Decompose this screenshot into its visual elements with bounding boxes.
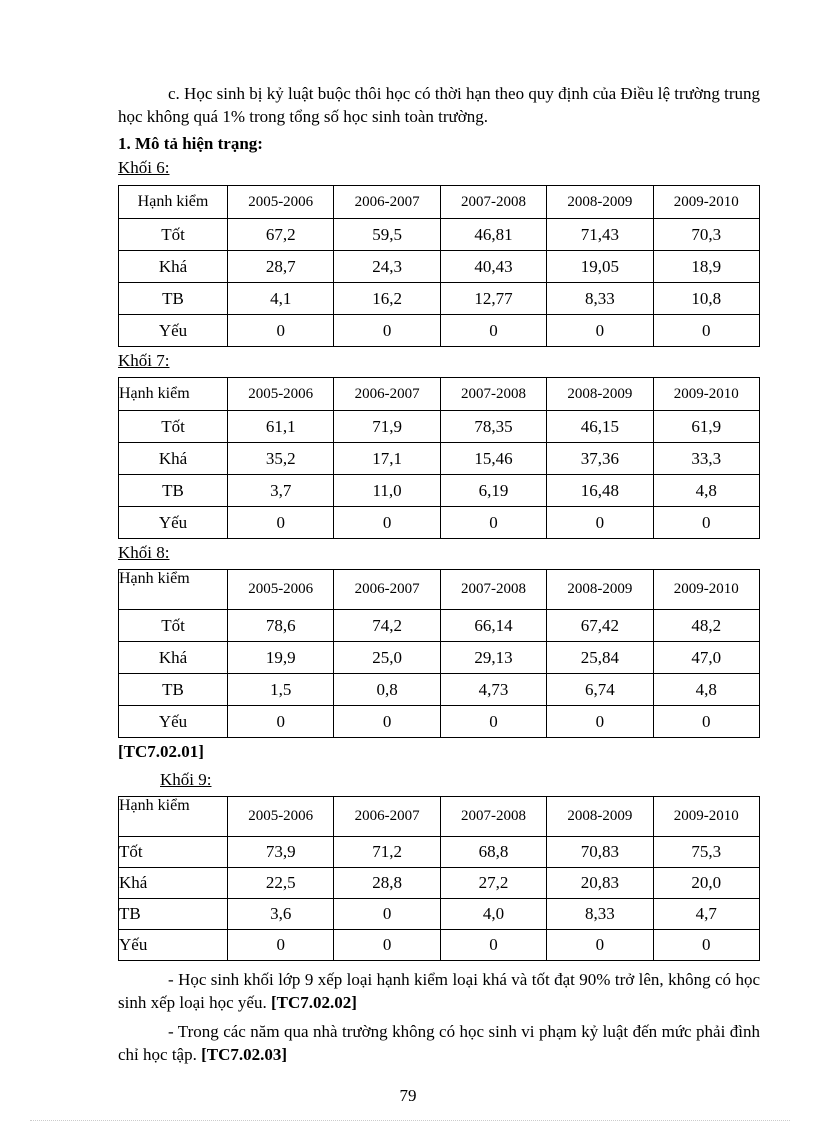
reference-tc7-02-03: [TC7.02.03]: [201, 1045, 288, 1064]
row-label: Yếu: [119, 315, 228, 347]
table-row: [119, 283, 760, 315]
row-label: Tốt: [119, 837, 228, 868]
table-cell: 0: [228, 507, 334, 539]
table-cell: 0: [440, 706, 546, 738]
table-row: [119, 315, 760, 347]
table-label-khoi-9: Khối 9:: [160, 770, 212, 789]
table-header-row: [119, 378, 760, 411]
table-row: [119, 219, 760, 251]
header-cell: 2006-2007: [334, 378, 440, 411]
row-label: Khá: [119, 251, 228, 283]
table-cell: 25,84: [547, 642, 653, 674]
table-label-khoi-8: Khối 8:: [118, 543, 170, 562]
table-cell: 4,73: [440, 674, 546, 706]
note-text: - Trong các năm qua nhà trường không có học sinh vi phạm kỷ luật đến mức phải đình chỉ học tập.: [118, 1022, 760, 1064]
table-cell: 0: [547, 706, 653, 738]
header-cell: 2009-2010: [653, 186, 759, 219]
table-row: [119, 868, 760, 899]
table-cell: 0: [653, 706, 759, 738]
row-label: Yếu: [119, 930, 228, 961]
table-cell: 0: [547, 315, 653, 347]
table-cell: 20,0: [653, 868, 759, 899]
reference-tc7-02-02: [TC7.02.02]: [270, 993, 357, 1012]
row-label: TB: [119, 674, 228, 706]
table-cell: 0: [228, 706, 334, 738]
table-cell: 70,3: [653, 219, 759, 251]
table-cell: 0: [334, 507, 440, 539]
table-cell: 0: [440, 315, 546, 347]
row-label: Yếu: [119, 507, 228, 539]
header-cell: 2007-2008: [440, 570, 546, 610]
table-cell: 3,7: [228, 475, 334, 507]
row-label: Khá: [119, 868, 228, 899]
table-cell: 0: [334, 930, 440, 961]
conduct-table-khoi-8: [118, 569, 760, 738]
table-cell: 8,33: [547, 283, 653, 315]
header-cell: 2007-2008: [440, 186, 546, 219]
table-cell: 8,33: [547, 899, 653, 930]
table-cell: 11,0: [334, 475, 440, 507]
table-cell: 40,43: [440, 251, 546, 283]
table-row: [119, 507, 760, 539]
table-cell: 35,2: [228, 443, 334, 475]
table-cell: 0: [334, 899, 440, 930]
table-cell: 67,2: [228, 219, 334, 251]
table-cell: 71,9: [334, 411, 440, 443]
conduct-table-khoi-9: [118, 796, 760, 961]
table-row: [119, 443, 760, 475]
table-cell: 29,13: [440, 642, 546, 674]
reference-tc7-02-01: [TC7.02.01]: [118, 742, 204, 761]
row-label: Tốt: [119, 411, 228, 443]
table-cell: 17,1: [334, 443, 440, 475]
row-label: Khá: [119, 642, 228, 674]
table-cell: 12,77: [440, 283, 546, 315]
table-cell: 4,8: [653, 674, 759, 706]
row-label: TB: [119, 283, 228, 315]
header-cell: 2005-2006: [228, 797, 334, 837]
table-cell: 37,36: [547, 443, 653, 475]
table-cell: 48,2: [653, 610, 759, 642]
table-row: [119, 475, 760, 507]
table-cell: 71,43: [547, 219, 653, 251]
table-cell: 0,8: [334, 674, 440, 706]
table-cell: 0: [547, 930, 653, 961]
section-heading: 1. Mô tả hiện trạng:: [118, 134, 263, 153]
table-cell: 33,3: [653, 443, 759, 475]
table-cell: 16,2: [334, 283, 440, 315]
note-paragraph-2: [118, 1020, 760, 1066]
intro-paragraph: c. Học sinh bị kỷ luật buộc thôi học có thời hạn theo quy định của Điều lệ trường trung học không quá 1% trong tổng số học sinh toàn trường.: [118, 84, 760, 126]
table-row: [119, 610, 760, 642]
table-cell: 4,1: [228, 283, 334, 315]
table-cell: 67,42: [547, 610, 653, 642]
header-cell: 2007-2008: [440, 797, 546, 837]
table-cell: 47,0: [653, 642, 759, 674]
table-header-row: [119, 570, 760, 610]
table-row: [119, 674, 760, 706]
header-cell: 2007-2008: [440, 378, 546, 411]
table-cell: 78,35: [440, 411, 546, 443]
table-row: [119, 251, 760, 283]
table-header-row: [119, 797, 760, 837]
header-cell: 2009-2010: [653, 570, 759, 610]
table-cell: 28,7: [228, 251, 334, 283]
table-row: [119, 899, 760, 930]
table-cell: 20,83: [547, 868, 653, 899]
header-cell: 2006-2007: [334, 570, 440, 610]
table-cell: 74,2: [334, 610, 440, 642]
header-cell: Hạnh kiểm: [119, 378, 228, 411]
header-cell: 2008-2009: [547, 378, 653, 411]
table-cell: 75,3: [653, 837, 759, 868]
table-row: [119, 837, 760, 868]
header-cell: 2008-2009: [547, 186, 653, 219]
table-cell: 16,48: [547, 475, 653, 507]
header-cell: Hạnh kiểm: [119, 570, 228, 610]
table-cell: 10,8: [653, 283, 759, 315]
header-cell: 2005-2006: [228, 186, 334, 219]
table-row: [119, 411, 760, 443]
table-cell: 24,3: [334, 251, 440, 283]
table-cell: 0: [440, 930, 546, 961]
table-cell: 3,6: [228, 899, 334, 930]
table-cell: 19,05: [547, 251, 653, 283]
table-cell: 19,9: [228, 642, 334, 674]
table-cell: 6,74: [547, 674, 653, 706]
footer-divider: [30, 1120, 790, 1121]
table-cell: 15,46: [440, 443, 546, 475]
table-cell: 4,0: [440, 899, 546, 930]
conduct-table-khoi-6: [118, 185, 760, 347]
table-cell: 25,0: [334, 642, 440, 674]
table-cell: 18,9: [653, 251, 759, 283]
note-text: - Học sinh khối lớp 9 xếp loại hạnh kiểm loại khá và tốt đạt 90% trở lên, không có học sinh xếp loại học yếu.: [118, 970, 760, 1012]
header-cell: 2005-2006: [228, 378, 334, 411]
table-cell: 0: [653, 930, 759, 961]
header-cell: 2008-2009: [547, 570, 653, 610]
table-cell: 0: [653, 315, 759, 347]
header-cell: 2006-2007: [334, 797, 440, 837]
table-cell: 61,1: [228, 411, 334, 443]
table-cell: 1,5: [228, 674, 334, 706]
table-row: [119, 642, 760, 674]
table-cell: 28,8: [334, 868, 440, 899]
row-label: Yếu: [119, 706, 228, 738]
table-cell: 66,14: [440, 610, 546, 642]
header-cell: 2009-2010: [653, 797, 759, 837]
table-cell: 59,5: [334, 219, 440, 251]
table-cell: 46,15: [547, 411, 653, 443]
header-cell: 2005-2006: [228, 570, 334, 610]
table-label-khoi-6: Khối 6:: [118, 158, 170, 177]
conduct-table-khoi-7: [118, 377, 760, 539]
table-cell: 0: [334, 706, 440, 738]
page-number: 79: [399, 1086, 417, 1105]
table-cell: 61,9: [653, 411, 759, 443]
table-cell: 0: [547, 507, 653, 539]
table-header-row: [119, 186, 760, 219]
table-cell: 4,7: [653, 899, 759, 930]
row-label: Tốt: [119, 610, 228, 642]
row-label: Khá: [119, 443, 228, 475]
table-cell: 22,5: [228, 868, 334, 899]
note-paragraph-1: [118, 968, 760, 1014]
table-cell: 46,81: [440, 219, 546, 251]
table-row: [119, 706, 760, 738]
header-cell: 2009-2010: [653, 378, 759, 411]
table-cell: 70,83: [547, 837, 653, 868]
table-cell: 0: [334, 315, 440, 347]
table-cell: 73,9: [228, 837, 334, 868]
table-cell: 4,8: [653, 475, 759, 507]
table-cell: 0: [440, 507, 546, 539]
table-cell: 0: [653, 507, 759, 539]
table-label-khoi-7: Khối 7:: [118, 351, 170, 370]
row-label: Tốt: [119, 219, 228, 251]
header-cell: Hạnh kiểm: [119, 797, 228, 837]
table-cell: 6,19: [440, 475, 546, 507]
table-cell: 68,8: [440, 837, 546, 868]
table-cell: 27,2: [440, 868, 546, 899]
table-cell: 71,2: [334, 837, 440, 868]
header-cell: Hạnh kiểm: [119, 186, 228, 219]
table-cell: 0: [228, 315, 334, 347]
table-cell: 0: [228, 930, 334, 961]
header-cell: 2006-2007: [334, 186, 440, 219]
row-label: TB: [119, 899, 228, 930]
row-label: TB: [119, 475, 228, 507]
header-cell: 2008-2009: [547, 797, 653, 837]
table-row: [119, 930, 760, 961]
table-cell: 78,6: [228, 610, 334, 642]
